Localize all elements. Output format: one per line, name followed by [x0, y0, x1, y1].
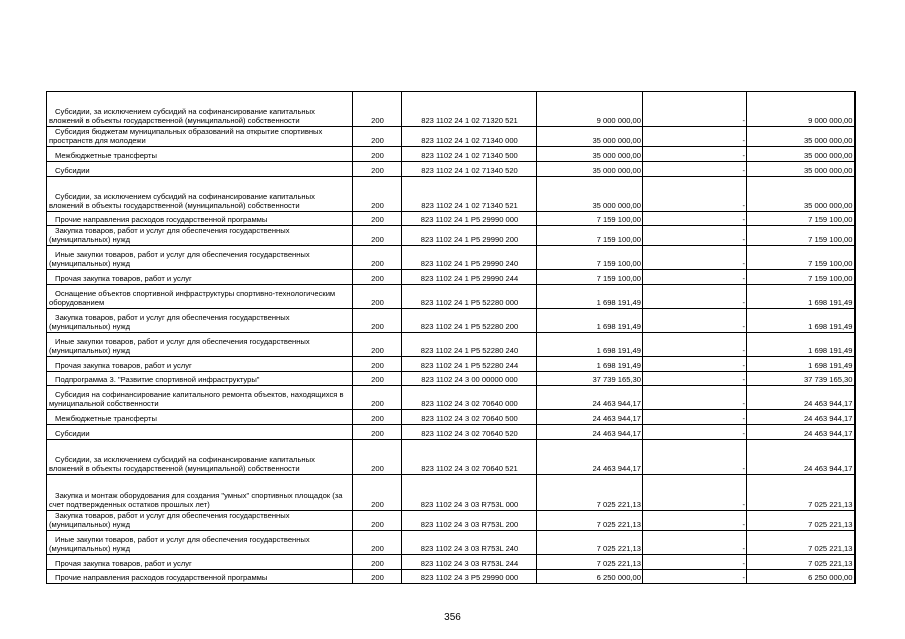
row-change: - [643, 372, 747, 386]
row-name: Субсидии [47, 425, 353, 440]
row-total: 35 000 000,00 [747, 147, 855, 162]
row-total: 7 025 221,13 [747, 475, 855, 511]
row-total: 24 463 944,17 [747, 410, 855, 425]
row-kbk: 823 1102 24 3 03 R753L 244 [402, 555, 537, 570]
row-amount: 35 000 000,00 [537, 177, 643, 212]
row-kbk: 823 1102 24 3 P5 29990 000 [402, 570, 537, 584]
row-total: 35 000 000,00 [747, 127, 855, 147]
row-total: 1 698 191,49 [747, 333, 855, 357]
row-code: 200 [353, 372, 402, 386]
budget-table [46, 91, 856, 584]
row-change: - [643, 511, 747, 531]
row-name: Закупка товаров, работ и услуг для обеспечения государственных (муниципальных) нужд [47, 309, 353, 333]
row-name: Субсидии [47, 162, 353, 177]
row-name: Прочие направления расходов государственной программы [47, 212, 353, 226]
row-code: 200 [353, 386, 402, 410]
row-code: 200 [353, 147, 402, 162]
row-amount: 6 250 000,00 [537, 570, 643, 584]
row-code: 200 [353, 309, 402, 333]
row-name: Субсидии, за исключением субсидий на софинансирование капитальных вложений в объекты государственной (муниципальной) собственности [47, 440, 353, 475]
row-amount: 7 159 100,00 [537, 246, 643, 270]
row-name: Межбюджетные трансферты [47, 410, 353, 425]
row-code: 200 [353, 555, 402, 570]
table-row [47, 226, 855, 246]
row-change: - [643, 226, 747, 246]
row-kbk: 823 1102 24 1 02 71340 500 [402, 147, 537, 162]
row-total: 9 000 000,00 [747, 92, 855, 127]
row-amount: 35 000 000,00 [537, 127, 643, 147]
row-name: Прочая закупка товаров, работ и услуг [47, 357, 353, 372]
row-kbk: 823 1102 24 3 00 00000 000 [402, 372, 537, 386]
row-code: 200 [353, 270, 402, 285]
row-name: Субсидия бюджетам муниципальных образований на открытие спортивных пространств для молодежи [47, 127, 353, 147]
row-amount: 7 025 221,13 [537, 555, 643, 570]
row-amount: 24 463 944,17 [537, 440, 643, 475]
row-total: 24 463 944,17 [747, 386, 855, 410]
row-kbk: 823 1102 24 1 02 71340 521 [402, 177, 537, 212]
row-name: Прочие направления расходов государственной программы [47, 570, 353, 584]
row-kbk: 823 1102 24 1 02 71320 521 [402, 92, 537, 127]
row-code: 200 [353, 531, 402, 555]
row-amount: 24 463 944,17 [537, 410, 643, 425]
row-total: 24 463 944,17 [747, 425, 855, 440]
row-name: Межбюджетные трансферты [47, 147, 353, 162]
row-kbk: 823 1102 24 1 P5 29990 244 [402, 270, 537, 285]
row-total: 35 000 000,00 [747, 177, 855, 212]
row-total: 1 698 191,49 [747, 309, 855, 333]
row-change: - [643, 92, 747, 127]
row-total: 6 250 000,00 [747, 570, 855, 584]
row-total: 1 698 191,49 [747, 357, 855, 372]
row-amount: 1 698 191,49 [537, 333, 643, 357]
row-total: 7 025 221,13 [747, 555, 855, 570]
row-change: - [643, 162, 747, 177]
row-kbk: 823 1102 24 3 02 70640 520 [402, 425, 537, 440]
row-change: - [643, 333, 747, 357]
row-name: Закупка товаров, работ и услуг для обеспечения государственных (муниципальных) нужд [47, 511, 353, 531]
row-code: 200 [353, 212, 402, 226]
row-code: 200 [353, 162, 402, 177]
table-row [47, 147, 855, 162]
table-row [47, 511, 855, 531]
row-name: Субсидия на софинансирование капитального ремонта объектов, находящихся в муниципальной собственности [47, 386, 353, 410]
row-code: 200 [353, 440, 402, 475]
page-number: 356 [444, 612, 461, 623]
row-code: 200 [353, 92, 402, 127]
table-row [47, 440, 855, 475]
row-kbk: 823 1102 24 1 P5 52280 200 [402, 309, 537, 333]
row-code: 200 [353, 246, 402, 270]
row-code: 200 [353, 127, 402, 147]
row-kbk: 823 1102 24 1 P5 29990 240 [402, 246, 537, 270]
row-change: - [643, 127, 747, 147]
row-name: Субсидии, за исключением субсидий на софинансирование капитальных вложений в объекты государственной (муниципальной) собственности [47, 177, 353, 212]
row-total: 37 739 165,30 [747, 372, 855, 386]
row-amount: 7 159 100,00 [537, 212, 643, 226]
table-row [47, 570, 855, 584]
row-change: - [643, 147, 747, 162]
row-change: - [643, 531, 747, 555]
row-code: 200 [353, 410, 402, 425]
row-change: - [643, 357, 747, 372]
row-kbk: 823 1102 24 1 02 71340 000 [402, 127, 537, 147]
row-change: - [643, 410, 747, 425]
table-row [47, 425, 855, 440]
row-code: 200 [353, 333, 402, 357]
row-amount: 1 698 191,49 [537, 357, 643, 372]
row-code: 200 [353, 226, 402, 246]
row-total: 7 159 100,00 [747, 246, 855, 270]
row-name: Субсидии, за исключением субсидий на софинансирование капитальных вложений в объекты государственной (муниципальной) собственности [47, 92, 353, 127]
row-kbk: 823 1102 24 3 03 R753L 000 [402, 475, 537, 511]
row-total: 35 000 000,00 [747, 162, 855, 177]
row-kbk: 823 1102 24 1 P5 52280 240 [402, 333, 537, 357]
row-change: - [643, 309, 747, 333]
row-change: - [643, 270, 747, 285]
table-row [47, 531, 855, 555]
row-kbk: 823 1102 24 1 P5 52280 000 [402, 285, 537, 309]
row-change: - [643, 177, 747, 212]
row-amount: 35 000 000,00 [537, 162, 643, 177]
table-row [47, 372, 855, 386]
row-code: 200 [353, 425, 402, 440]
table-row [47, 410, 855, 425]
row-code: 200 [353, 475, 402, 511]
row-name: Иные закупки товаров, работ и услуг для обеспечения государственных (муниципальных) нужд [47, 333, 353, 357]
row-change: - [643, 425, 747, 440]
row-amount: 7 025 221,13 [537, 531, 643, 555]
row-kbk: 823 1102 24 3 02 70640 500 [402, 410, 537, 425]
row-total: 7 159 100,00 [747, 226, 855, 246]
table-row [47, 92, 855, 127]
row-kbk: 823 1102 24 1 P5 52280 244 [402, 357, 537, 372]
table-row [47, 475, 855, 511]
row-amount: 7 025 221,13 [537, 511, 643, 531]
row-kbk: 823 1102 24 1 P5 29990 200 [402, 226, 537, 246]
row-amount: 24 463 944,17 [537, 386, 643, 410]
row-kbk: 823 1102 24 1 P5 29990 000 [402, 212, 537, 226]
table-row [47, 386, 855, 410]
row-kbk: 823 1102 24 3 02 70640 000 [402, 386, 537, 410]
table-row [47, 177, 855, 212]
row-amount: 9 000 000,00 [537, 92, 643, 127]
row-amount: 24 463 944,17 [537, 425, 643, 440]
row-name: Подпрограмма 3. "Развитие спортивной инфраструктуры" [47, 372, 353, 386]
row-total: 7 159 100,00 [747, 270, 855, 285]
row-kbk: 823 1102 24 3 03 R753L 200 [402, 511, 537, 531]
row-amount: 7 159 100,00 [537, 270, 643, 285]
row-code: 200 [353, 285, 402, 309]
table-row [47, 555, 855, 570]
row-name: Иные закупки товаров, работ и услуг для обеспечения государственных (муниципальных) нужд [47, 246, 353, 270]
row-code: 200 [353, 177, 402, 212]
table-row [47, 212, 855, 226]
row-change: - [643, 285, 747, 309]
row-total: 7 025 221,13 [747, 531, 855, 555]
row-total: 7 159 100,00 [747, 212, 855, 226]
row-change: - [643, 440, 747, 475]
row-change: - [643, 246, 747, 270]
row-amount: 7 025 221,13 [537, 475, 643, 511]
row-kbk: 823 1102 24 3 02 70640 521 [402, 440, 537, 475]
row-amount: 1 698 191,49 [537, 285, 643, 309]
row-amount: 37 739 165,30 [537, 372, 643, 386]
row-change: - [643, 555, 747, 570]
table-row [47, 270, 855, 285]
row-total: 7 025 221,13 [747, 511, 855, 531]
table-row [47, 333, 855, 357]
table-row [47, 285, 855, 309]
row-change: - [643, 475, 747, 511]
row-name: Закупка товаров, работ и услуг для обеспечения государственных (муниципальных) нужд [47, 226, 353, 246]
row-amount: 7 159 100,00 [537, 226, 643, 246]
table-row [47, 162, 855, 177]
budget-table-body [47, 92, 855, 584]
row-total: 1 698 191,49 [747, 285, 855, 309]
table-row [47, 127, 855, 147]
row-amount: 35 000 000,00 [537, 147, 643, 162]
row-change: - [643, 570, 747, 584]
row-amount: 1 698 191,49 [537, 309, 643, 333]
row-change: - [643, 212, 747, 226]
table-row [47, 357, 855, 372]
row-name: Иные закупки товаров, работ и услуг для обеспечения государственных (муниципальных) нужд [47, 531, 353, 555]
row-code: 200 [353, 357, 402, 372]
row-code: 200 [353, 511, 402, 531]
table-row [47, 309, 855, 333]
row-name: Закупка и монтаж оборудования для создания "умных" спортивных площадок (за счет подтвержденных остатков прошлых лет) [47, 475, 353, 511]
row-code: 200 [353, 570, 402, 584]
row-name: Оснащение объектов спортивной инфраструктуры спортивно-технологическим оборудованием [47, 285, 353, 309]
row-name: Прочая закупка товаров, работ и услуг [47, 270, 353, 285]
row-name: Прочая закупка товаров, работ и услуг [47, 555, 353, 570]
row-total: 24 463 944,17 [747, 440, 855, 475]
table-row [47, 246, 855, 270]
row-kbk: 823 1102 24 3 03 R753L 240 [402, 531, 537, 555]
row-change: - [643, 386, 747, 410]
row-kbk: 823 1102 24 1 02 71340 520 [402, 162, 537, 177]
